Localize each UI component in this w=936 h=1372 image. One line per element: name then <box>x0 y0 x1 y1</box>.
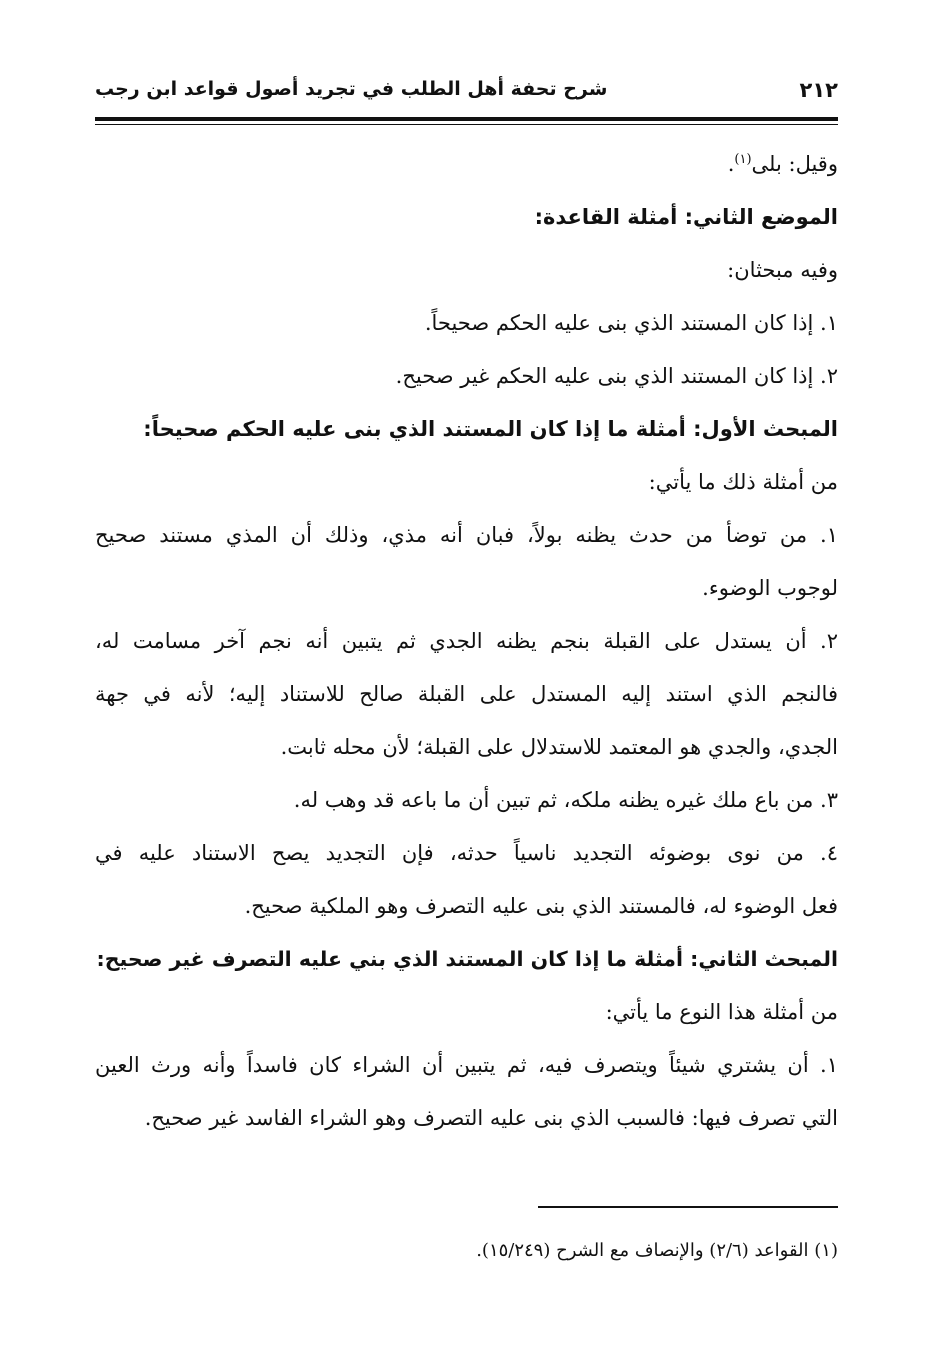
text-line: من أمثلة ذلك ما يأتي: <box>648 470 838 494</box>
header-rule-thick <box>95 117 838 121</box>
page-body <box>95 138 838 1145</box>
text-line: فالنجم الذي استند إليه المستدل على القبلة صالح للاستناد إليه؛ لأنه في جهة <box>95 682 838 706</box>
list-item: ١. أن يشتري شيئاً ويتصرف فيه، ثم يتبين أن الشراء كان فاسداً وأنه ورث العين <box>95 1053 838 1077</box>
page-header <box>95 72 838 112</box>
text-line: من أمثلة هذا النوع ما يأتي: <box>605 1000 838 1024</box>
list-item: ٣. من باع ملك غيره يظنه ملكه، ثم تبين أن ما باعه قد وهب له. <box>293 788 838 812</box>
text-line <box>95 138 838 191</box>
list-item: ٤. من نوى بوضوئه التجديد ناسياً حدثه، فإن التجديد يصح الاستناد عليه في <box>95 841 838 865</box>
page-number: ٢١٢ <box>799 78 838 102</box>
section-heading: الموضع الثاني: أمثلة القاعدة: <box>534 205 838 229</box>
text-line: الجدي، والجدي هو المعتمد للاستدلال على القبلة؛ لأن محله ثابت. <box>280 735 838 759</box>
running-title: شرح تحفة أهل الطلب في تجريد أصول قواعد ابن رجب <box>95 78 608 100</box>
list-item: ٢. أن يستدل على القبلة بنجم يظنه الجدي ثم يتبين أنه نجم آخر مسامت له، <box>95 629 838 653</box>
header-rule-thin <box>95 124 838 125</box>
footnote-separator <box>538 1206 838 1208</box>
footnote: (١) القواعد (٢/٦) والإنصاف مع الشرح (١٥/٢٤٩). <box>476 1240 838 1261</box>
list-item: ٢. إذا كان المستند الذي بنى عليه الحكم غير صحيح. <box>395 364 838 388</box>
list-item: ١. من توضأ من حدث يظنه بولاً، فبان أنه مذي، وذلك أن المذي مستند صحيح <box>95 523 838 547</box>
list-item: ١. إذا كان المستند الذي بنى عليه الحكم صحيحاً. <box>424 311 838 335</box>
text-line: لوجوب الوضوء. <box>702 576 838 600</box>
text-line: التي تصرف فيها: فالسبب الذي بنى عليه التصرف وهو الشراء الفاسد غير صحيح. <box>144 1106 838 1130</box>
subsection-heading: المبحث الأول: أمثلة ما إذا كان المستند الذي بنى عليه الحكم صحيحاً: <box>143 417 838 441</box>
text-line: وفيه مبحثان: <box>727 258 838 282</box>
quote-period: . <box>727 152 735 176</box>
quote-text: وقيل: بلى <box>751 152 838 176</box>
subsection-heading: المبحث الثاني: أمثلة ما إذا كان المستند الذي بني عليه التصرف غير صحيح: <box>96 947 838 971</box>
footnote-reference[interactable]: (١) <box>734 152 752 167</box>
text-line: فعل الوضوء له، فالمستند الذي بنى عليه التصرف وهو الملكية صحيح. <box>244 894 838 918</box>
